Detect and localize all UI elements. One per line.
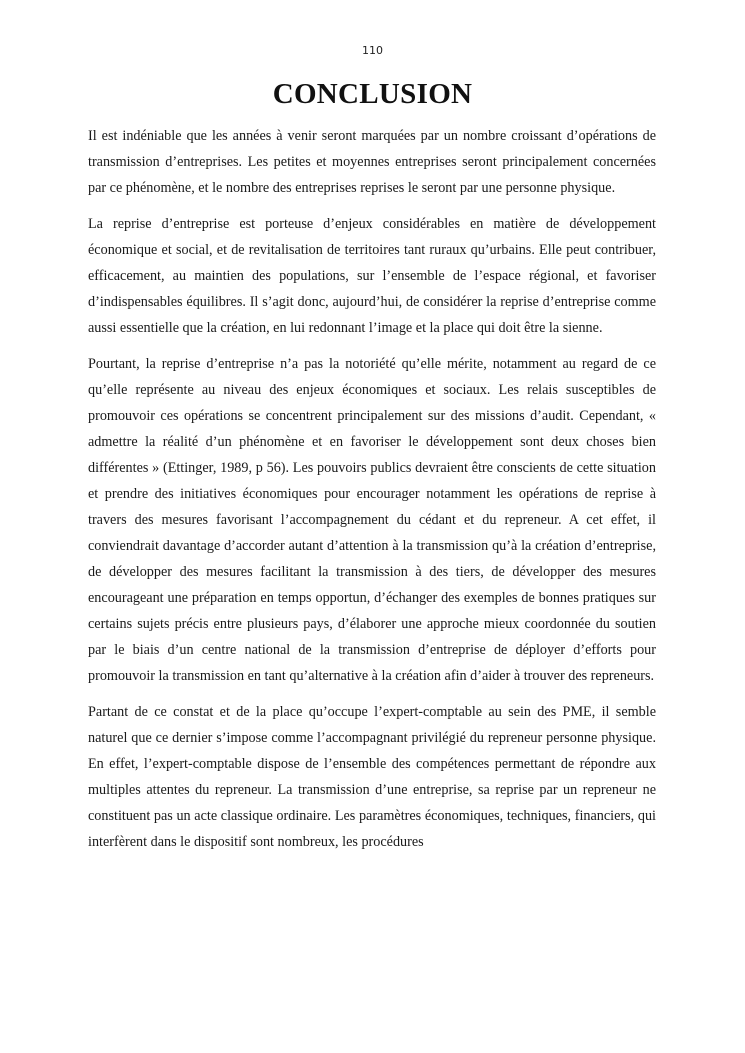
body-text [88,123,656,865]
paragraph-1: Il est indéniable que les années à venir seront marquées par un nombre croissant d’opérations de transmission d’entreprises. Les petites et moyennes entreprises seront principalement concernées par ce phénomène, et le nombre des entreprises reprises le seront par une personne physique. [88,128,656,196]
page-title: CONCLUSION [272,78,473,110]
paragraph-2: La reprise d’entreprise est porteuse d’enjeux considérables en matière de développement économique et social, et de revitalisation de territoires tant ruraux qu’urbains. Elle peut contribuer, efficacement, au maintien des populations, sur l’ensemble de l’espace régional, et favoriser d’indispensables équilibres. Il s’agit donc, aujourd’hui, de considérer la reprise d’entreprise comme aussi essentielle que la création, en lui redonnant l’image et la place qui doit être la sienne. [88,216,656,336]
page-number: 110 [362,44,383,57]
paragraph-3: Pourtant, la reprise d’entreprise n’a pas la notoriété qu’elle mérite, notamment au regard de ce qu’elle représente au niveau des enjeux économiques et sociaux. Les relais susceptibles de promouvoir ces opérations se concentrent principalement sur des missions d’audit. Cependant, « admettre la réalité d’un phénomène et en favoriser le développement sont deux choses bien différentes » (Ettinger, 1989, p 56). Les pouvoirs publics devraient être conscients de cette situation et prendre des initiatives économiques pour encourager notamment les opérations de reprise à travers des mesures favorisant l’accompagnement du cédant et du repreneur. A cet effet, il conviendrait davantage d’accorder autant d’attention à la transmission qu’à la création d’entreprise, de développer des mesures facilitant la transmission à des tiers, de développer des mesures encourageant une préparation en temps opportun, d’échanger des exemples de bonnes pratiques sur certains sujets précis entre plusieurs pays, d’élaborer une approche mieux coordonnée du soutien par le biais d’un centre national de la transmission d’entreprise de déployer d’efforts pour promouvoir la transmission en tant qu’alternative à la création afin d’aider à trouver des repreneurs. [88,356,656,684]
paragraph-4: Partant de ce constat et de la place qu’occupe l’expert-comptable au sein des PME, il semble naturel que ce dernier s’impose comme l’accompagnant privilégié du repreneur personne physique. En effet, l’expert-comptable dispose de l’ensemble des compétences permettant de répondre aux multiples attentes du repreneur. La transmission d’une entreprise, sa reprise par un repreneur ne constituent pas un acte classique ordinaire. Les paramètres économiques, techniques, financiers, qui interfèrent dans le dispositif sont nombreux, les procédures [88,704,656,850]
